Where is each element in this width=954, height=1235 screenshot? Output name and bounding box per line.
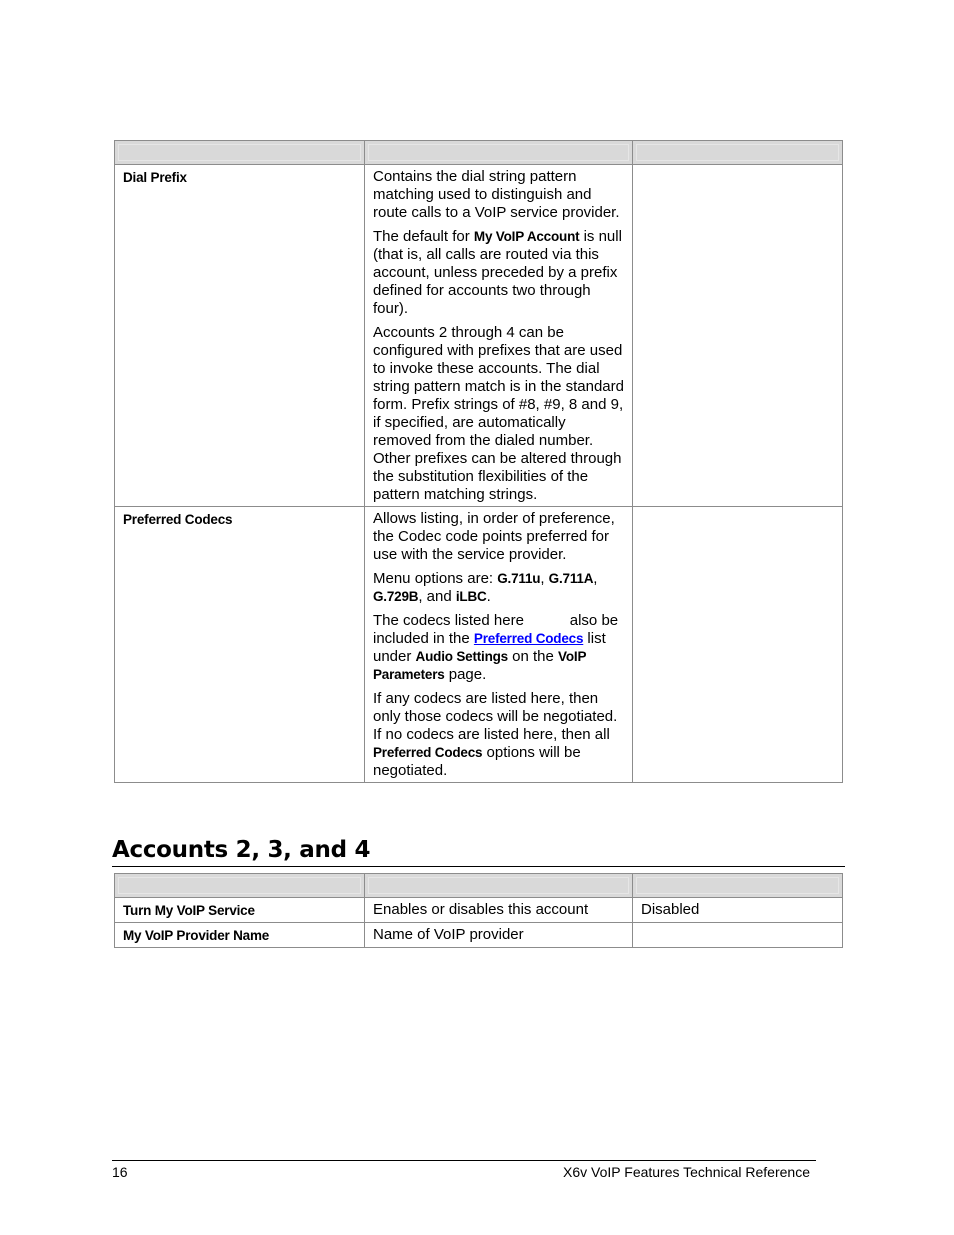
table-row (115, 507, 843, 783)
description-paragraph: Allows listing, in order of preference, the Codec code points preferred for use with the service provider. (373, 510, 615, 563)
table-row (115, 923, 843, 948)
parameter-description (365, 165, 633, 507)
parameter-default (633, 923, 843, 948)
description-paragraph: Menu options are: G.711u, G.711A, G.729B, and iLBC. (373, 570, 598, 605)
header-cell (115, 141, 365, 165)
parameters-table-accounts-2-4 (114, 873, 843, 948)
description-paragraph: The default for My VoIP Account is null (that is, all calls are routed via this account, unless preceded by a prefix defined for accounts two through four). (373, 228, 622, 317)
parameter-description: Name of VoIP provider (365, 923, 633, 948)
parameter-description (365, 507, 633, 783)
table-row (115, 165, 843, 507)
table-row (115, 898, 843, 923)
preferred-codecs-link[interactable]: Preferred Codecs (473, 631, 584, 646)
table-header-row (115, 874, 843, 898)
parameter-description: Enables or disables this account (365, 898, 633, 923)
table-header-row (115, 141, 843, 165)
header-cell (365, 141, 633, 165)
parameter-name: Dial Prefix (115, 165, 365, 507)
document-title: X6v VoIP Features Technical Reference (563, 1164, 810, 1180)
description-paragraph: Accounts 2 through 4 can be configured with prefixes that are used to invoke these accounts. The dial string pattern match is in the standard form. Prefix strings of #8, #9, 8 and 9, if specified, are automatically removed from the dialed number. Other prefixes can be altered through the substitution flexibilities of the pattern matching strings. (373, 324, 624, 503)
header-cell (633, 874, 843, 898)
parameter-name: Preferred Codecs (115, 507, 365, 783)
parameter-default (633, 165, 843, 507)
page-number: 16 (112, 1164, 128, 1180)
parameter-default: Disabled (633, 898, 843, 923)
parameter-default (633, 507, 843, 783)
description-paragraph: Contains the dial string pattern matching used to distinguish and route calls to a VoIP service provider. (373, 168, 620, 221)
page-footer (112, 1160, 816, 1180)
parameter-name: Turn My VoIP Service (115, 898, 365, 923)
description-paragraph: If any codecs are listed here, then only those codecs will be negotiated. If no codecs are listed here, then all Preferred Codecs options will be negotiated. (373, 690, 618, 779)
section-heading: Accounts 2, 3, and 4 (112, 836, 845, 867)
header-cell (115, 874, 365, 898)
description-paragraph: The codecs listed here also be included in the Preferred Codecs list under Audio Settings on the VoIP Parameters page. (373, 612, 623, 683)
header-cell (365, 874, 633, 898)
parameters-table-account-1 (114, 140, 843, 783)
header-cell (633, 141, 843, 165)
parameter-name: My VoIP Provider Name (115, 923, 365, 948)
